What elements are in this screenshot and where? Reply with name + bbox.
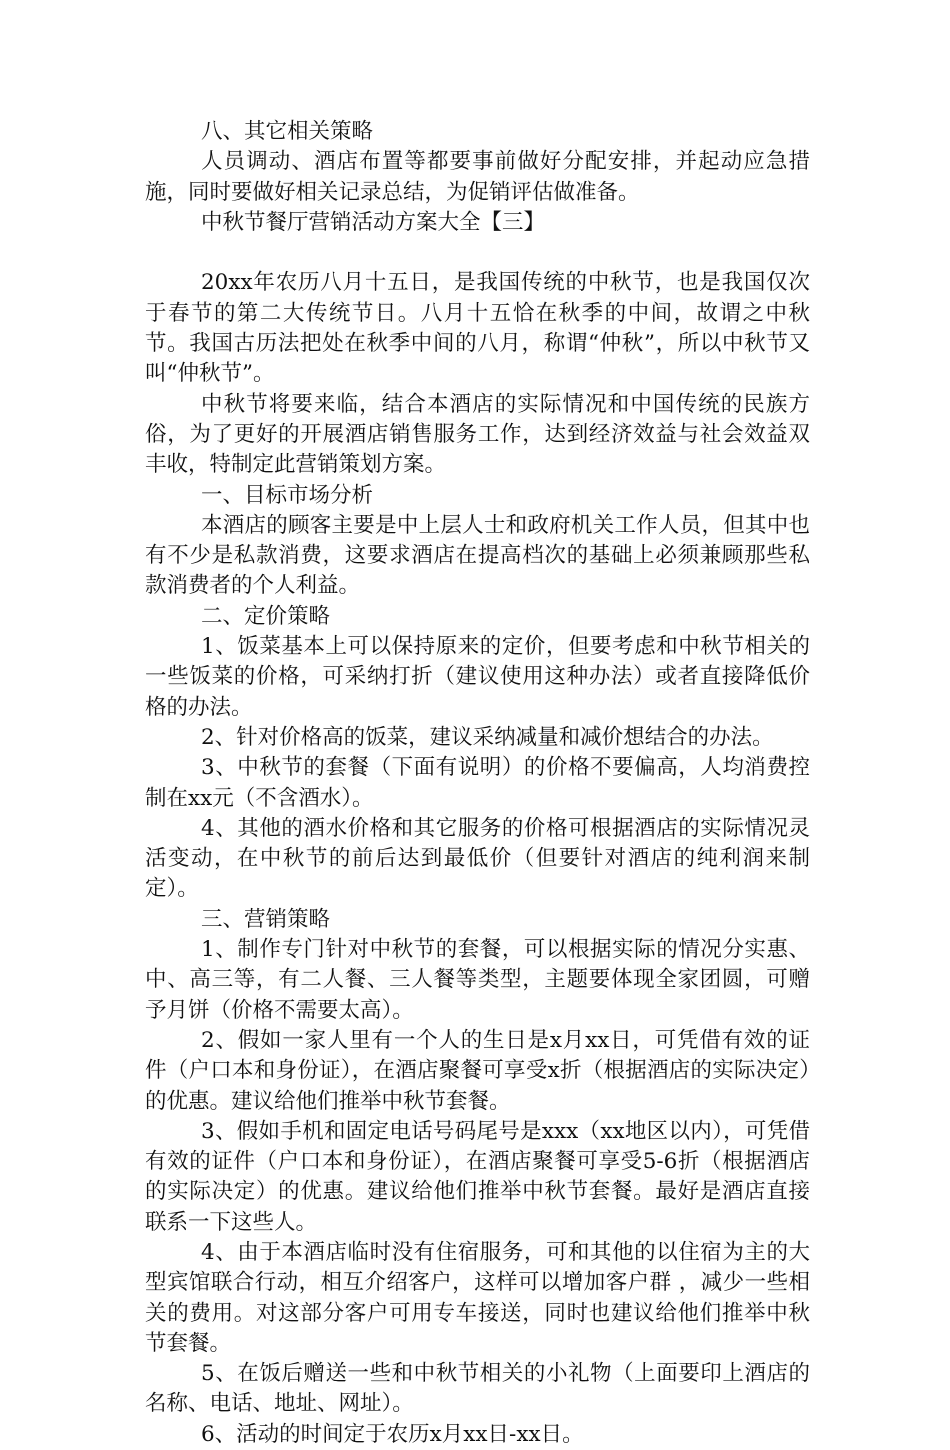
document-subtitle: 中秋节餐厅营销活动方案大全【三】 [201, 209, 546, 235]
paragraph: 20xx年农历八月十五日，是我国传统的中秋节，也是我国仅次于春节的第二大传统节日。八月十五恰在秋季的中间，故谓之中秋节。我国古历法把处在秋季中间的八月，称谓“仲秋”，所以中秋节又叫“仲秋节”。 [145, 270, 810, 387]
list-item: 2、假如一家人里有一个人的生日是x月xx日，可凭借有效的证件（户口本和身份证），在酒店聚餐可享受x折（根据酒店的实际决定）的优惠。建议给他们推举中秋节套餐。 [145, 1027, 810, 1114]
list-item: 3、中秋节的套餐（下面有说明）的价格不要偏高，人均消费控制在xx元（不含酒水）。 [145, 755, 810, 811]
list-item: 1、制作专门针对中秋节的套餐，可以根据实际的情况分实惠、中、高三等，有二人餐、三人餐等类型，主题要体现全家团圆，可赠予月饼（价格不需要太高）。 [145, 937, 810, 1023]
document-page [145, 117, 810, 1450]
section-heading-other-strategies: 八、其它相关策略 [201, 119, 374, 144]
list-item: 5、在饭后赠送一些和中秋节相关的小礼物（上面要印上酒店的名称、电话、地址、网址）。 [145, 1361, 810, 1417]
list-item: 4、由于本酒店临时没有住宿服务，可和其他的以住宿为主的大型宾馆联合行动，相互介绍客户，这样可以增加客户群 ，减少一些相关的费用。对这部分客户可用专车接送，同时也建议给他们推举中秋节套餐。 [145, 1239, 810, 1356]
paragraph: 中秋节将要来临，结合本酒店的实际情况和中国传统的民族方俗，为了更好的开展酒店销售服务工作，达到经济效益与社会效益双丰收，特制定此营销策划方案。 [145, 391, 810, 478]
blank-line [145, 238, 810, 268]
list-item: 4、其他的酒水价格和其它服务的价格可根据酒店的实际情况灵活变动，在中秋节的前后达到最低价（但要针对酒店的纯利润来制定）。 [145, 815, 810, 902]
list-item: 6、活动的时间定于农历x月xx日-xx日。 [201, 1421, 584, 1447]
list-item: 2、针对价格高的饭菜，建议采纳减量和减价想结合的办法。 [201, 724, 774, 750]
section-heading-pricing: 二、定价策略 [201, 603, 331, 629]
section-heading-market-analysis: 一、目标市场分析 [201, 482, 374, 508]
list-item: 3、假如手机和固定电话号码尾号是xxx（xx地区以内），可凭借有效的证件（户口本和身份证），在酒店聚餐可享受5-6折（根据酒店的实际决定）的优惠。建议给他们推举中秋节套餐。最好是酒店直接联系一下这些人。 [145, 1118, 810, 1235]
paragraph: 人员调动、酒店布置等都要事前做好分配安排，并起动应急措施，同时要做好相关记录总结，为促销评估做准备。 [145, 149, 810, 205]
list-item: 1、饭菜基本上可以保持原来的定价，但要考虑和中秋节相关的一些饭菜的价格，可采纳打折（建议使用这种办法）或者直接降低价格的办法。 [145, 634, 810, 720]
paragraph: 本酒店的顾客主要是中上层人士和政府机关工作人员，但其中也有不少是私款消费，这要求酒店在提高档次的基础上必须兼顾那些私款消费者的个人利益。 [145, 512, 810, 599]
section-heading-marketing: 三、营销策略 [201, 906, 331, 932]
